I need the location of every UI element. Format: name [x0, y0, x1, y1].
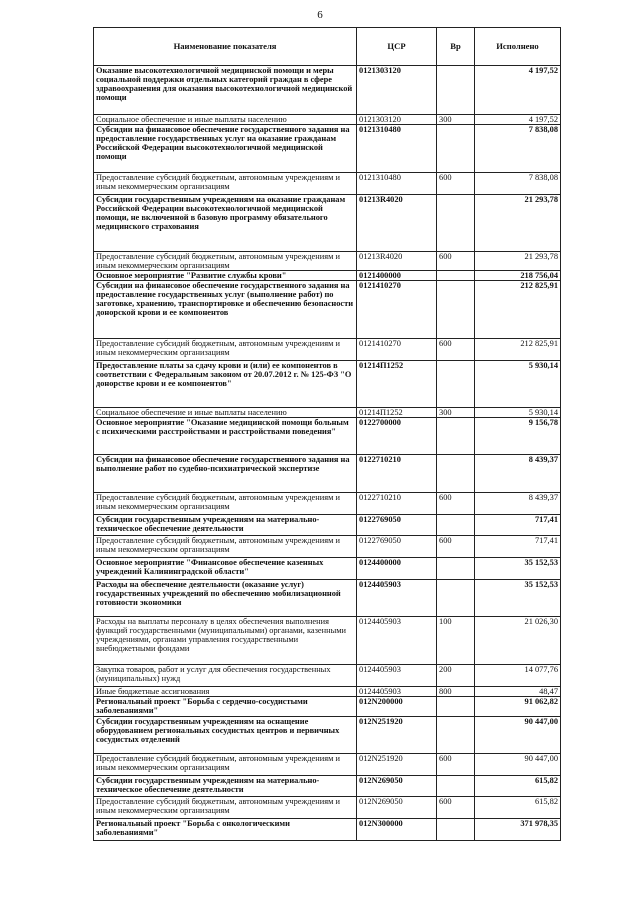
- executed-amount-cell: 35 152,53: [475, 558, 561, 580]
- table-row: [94, 515, 561, 536]
- indicator-name-cell: Субсидии государственным учреждениям на материально-техническое обеспечение деятельности: [94, 776, 357, 797]
- executed-amount-cell: 9 156,78: [475, 418, 561, 455]
- csr-code-cell: 0121310480: [357, 125, 437, 173]
- vr-code-cell: [437, 125, 475, 173]
- table-row: [94, 797, 561, 819]
- executed-amount-cell: 8 439,37: [475, 493, 561, 515]
- executed-amount-cell: 91 062,82: [475, 697, 561, 717]
- table-row: [94, 697, 561, 717]
- executed-amount-cell: 371 978,35: [475, 819, 561, 841]
- executed-amount-cell: 218 756,04: [475, 271, 561, 281]
- vr-code-cell: 600: [437, 797, 475, 819]
- vr-code-cell: [437, 776, 475, 797]
- table-body: [94, 66, 561, 841]
- vr-code-cell: [437, 515, 475, 536]
- indicator-name-cell: Закупка товаров, работ и услуг для обеспечения государственных (муниципальных) нужд: [94, 665, 357, 687]
- csr-code-cell: 01214П1252: [357, 361, 437, 408]
- executed-amount-cell: 7 838,08: [475, 125, 561, 173]
- table-row: [94, 754, 561, 776]
- indicator-name-cell: Социальное обеспечение и иные выплаты населению: [94, 115, 357, 125]
- csr-code-cell: 0121400000: [357, 271, 437, 281]
- table-row: [94, 173, 561, 195]
- indicator-name-cell: Субсидии государственным учреждениям на оказание гражданам Российской Федерации высокотехнологичной медицинской помощи, не включенной в базовую программу обязательного медицинского страхования: [94, 195, 357, 252]
- table-row: [94, 617, 561, 665]
- table-row: [94, 558, 561, 580]
- indicator-name-cell: Предоставление субсидий бюджетным, автономным учреждениям и иным некоммерческим организациям: [94, 173, 357, 195]
- page-number: 6: [317, 9, 323, 21]
- executed-amount-cell: 4 197,52: [475, 66, 561, 115]
- vr-code-cell: [437, 195, 475, 252]
- table-row: [94, 455, 561, 493]
- vr-code-cell: 600: [437, 252, 475, 271]
- csr-code-cell: 0121410270: [357, 339, 437, 361]
- csr-code-cell: 0124400000: [357, 558, 437, 580]
- indicator-name-cell: Иные бюджетные ассигнования: [94, 687, 357, 697]
- table-row: [94, 580, 561, 617]
- indicator-name-cell: Субсидии государственным учреждениям на оснащение оборудованием региональных сосудистых центров и первичных сосудистых отделений: [94, 717, 357, 754]
- vr-code-cell: [437, 66, 475, 115]
- indicator-name-cell: Социальное обеспечение и иные выплаты населению: [94, 408, 357, 418]
- csr-code-cell: 0122710210: [357, 493, 437, 515]
- indicator-name-cell: Расходы на выплаты персоналу в целях обеспечения выполнения функций государственными (муниципальными) органами, казенными учреждениями, органами управления государственными внебюджетными фондами: [94, 617, 357, 665]
- vr-code-cell: [437, 418, 475, 455]
- vr-code-cell: 600: [437, 173, 475, 195]
- csr-code-cell: 012N269050: [357, 797, 437, 819]
- vr-code-cell: 600: [437, 493, 475, 515]
- indicator-name-cell: Субсидии государственным учреждениям на материально-техническое обеспечение деятельности: [94, 515, 357, 536]
- indicator-name-cell: Основное мероприятие "Оказание медицинской помощи больным с психическими расстройствами и расстройствами поведения": [94, 418, 357, 455]
- indicator-name-cell: Субсидии на финансовое обеспечение государственного задания на выполнение работ по судебно-психиатрической экспертизе: [94, 455, 357, 493]
- table-row: [94, 66, 561, 115]
- table-row: [94, 665, 561, 687]
- indicator-name-cell: Субсидии на финансовое обеспечение государственного задания на предоставление государственных услуг на оказание гражданам Российской Федерации высокотехнологичной медицинской помощи: [94, 125, 357, 173]
- csr-code-cell: 012N269050: [357, 776, 437, 797]
- executed-amount-cell: 90 447,00: [475, 754, 561, 776]
- vr-code-cell: [437, 697, 475, 717]
- header-csr: ЦСР: [357, 28, 437, 66]
- csr-code-cell: 0124405903: [357, 687, 437, 697]
- table-row: [94, 339, 561, 361]
- csr-code-cell: 01213R4020: [357, 252, 437, 271]
- table-row: [94, 418, 561, 455]
- csr-code-cell: 0124405903: [357, 580, 437, 617]
- table-row: [94, 281, 561, 339]
- table-row: [94, 717, 561, 754]
- executed-amount-cell: 5 930,14: [475, 408, 561, 418]
- executed-amount-cell: 212 825,91: [475, 281, 561, 339]
- table-header-row: [94, 28, 561, 66]
- executed-amount-cell: 90 447,00: [475, 717, 561, 754]
- csr-code-cell: 0124405903: [357, 665, 437, 687]
- budget-execution-table: [93, 27, 561, 841]
- vr-code-cell: 600: [437, 536, 475, 558]
- table-row: [94, 536, 561, 558]
- csr-code-cell: 0121310480: [357, 173, 437, 195]
- csr-code-cell: 0122769050: [357, 515, 437, 536]
- vr-code-cell: [437, 361, 475, 408]
- csr-code-cell: 012N200000: [357, 697, 437, 717]
- csr-code-cell: 012N251920: [357, 754, 437, 776]
- indicator-name-cell: Предоставление платы за сдачу крови и (или) ее компонентов в соответствии с Федеральным законом от 20.07.2012 г. № 125-ФЗ "О донорстве крови и ее компонентов": [94, 361, 357, 408]
- executed-amount-cell: 615,82: [475, 776, 561, 797]
- table-row: [94, 195, 561, 252]
- table-row: [94, 819, 561, 841]
- vr-code-cell: 600: [437, 754, 475, 776]
- executed-amount-cell: 21 293,78: [475, 252, 561, 271]
- csr-code-cell: 01214П1252: [357, 408, 437, 418]
- vr-code-cell: [437, 271, 475, 281]
- table-row: [94, 115, 561, 125]
- indicator-name-cell: Основное мероприятие "Развитие службы крови": [94, 271, 357, 281]
- indicator-name-cell: Расходы на обеспечение деятельности (оказание услуг) государственных учреждений по обеспечению мобилизационной готовности экономики: [94, 580, 357, 617]
- vr-code-cell: 200: [437, 665, 475, 687]
- vr-code-cell: [437, 558, 475, 580]
- table-row: [94, 493, 561, 515]
- executed-amount-cell: 14 077,76: [475, 665, 561, 687]
- executed-amount-cell: 717,41: [475, 515, 561, 536]
- header-executed: Исполнено: [475, 28, 561, 66]
- executed-amount-cell: 7 838,08: [475, 173, 561, 195]
- csr-code-cell: 0124405903: [357, 617, 437, 665]
- table-row: [94, 408, 561, 418]
- executed-amount-cell: 615,82: [475, 797, 561, 819]
- csr-code-cell: 012N300000: [357, 819, 437, 841]
- indicator-name-cell: Основное мероприятие "Финансовое обеспечение казенных учреждений Калининградской области": [94, 558, 357, 580]
- csr-code-cell: 012N251920: [357, 717, 437, 754]
- indicator-name-cell: Предоставление субсидий бюджетным, автономным учреждениям и иным некоммерческим организациям: [94, 797, 357, 819]
- indicator-name-cell: Региональный проект "Борьба с сердечно-сосудистыми заболеваниями": [94, 697, 357, 717]
- indicator-name-cell: Субсидии на финансовое обеспечение государственного задания на предоставление государственных услуг (выполнение работ) по заготовке, хранению, транспортировке и обеспечению безопасности донорской крови и ее компонентов: [94, 281, 357, 339]
- header-indicator-name: Наименование показателя: [94, 28, 357, 66]
- executed-amount-cell: 4 197,52: [475, 115, 561, 125]
- vr-code-cell: [437, 819, 475, 841]
- vr-code-cell: 100: [437, 617, 475, 665]
- indicator-name-cell: Предоставление субсидий бюджетным, автономным учреждениям и иным некоммерческим организациям: [94, 493, 357, 515]
- csr-code-cell: 0122769050: [357, 536, 437, 558]
- table-row: [94, 776, 561, 797]
- vr-code-cell: [437, 281, 475, 339]
- csr-code-cell: 0121303120: [357, 66, 437, 115]
- table-row: [94, 361, 561, 408]
- vr-code-cell: [437, 455, 475, 493]
- indicator-name-cell: Предоставление субсидий бюджетным, автономным учреждениям и иным некоммерческим организациям: [94, 536, 357, 558]
- indicator-name-cell: Предоставление субсидий бюджетным, автономным учреждениям и иным некоммерческим организациям: [94, 339, 357, 361]
- vr-code-cell: 300: [437, 115, 475, 125]
- vr-code-cell: 600: [437, 339, 475, 361]
- executed-amount-cell: 8 439,37: [475, 455, 561, 493]
- table-row: [94, 252, 561, 271]
- table-row: [94, 271, 561, 281]
- vr-code-cell: [437, 580, 475, 617]
- table-row: [94, 687, 561, 697]
- vr-code-cell: 800: [437, 687, 475, 697]
- header-vr: Вр: [437, 28, 475, 66]
- executed-amount-cell: 5 930,14: [475, 361, 561, 408]
- executed-amount-cell: 48,47: [475, 687, 561, 697]
- executed-amount-cell: 35 152,53: [475, 580, 561, 617]
- vr-code-cell: 300: [437, 408, 475, 418]
- executed-amount-cell: 212 825,91: [475, 339, 561, 361]
- indicator-name-cell: Региональный проект "Борьба с онкологическими заболеваниями": [94, 819, 357, 841]
- indicator-name-cell: Предоставление субсидий бюджетным, автономным учреждениям и иным некоммерческим организациям: [94, 252, 357, 271]
- indicator-name-cell: Оказание высокотехнологичной медицинской помощи и меры социальной поддержки отдельных категорий граждан в сфере здравоохранения для оказания высокотехнологичной медицинской помощи: [94, 66, 357, 115]
- csr-code-cell: 0122700000: [357, 418, 437, 455]
- csr-code-cell: 0122710210: [357, 455, 437, 493]
- csr-code-cell: 01213R4020: [357, 195, 437, 252]
- executed-amount-cell: 717,41: [475, 536, 561, 558]
- csr-code-cell: 0121410270: [357, 281, 437, 339]
- csr-code-cell: 0121303120: [357, 115, 437, 125]
- table-row: [94, 125, 561, 173]
- indicator-name-cell: Предоставление субсидий бюджетным, автономным учреждениям и иным некоммерческим организациям: [94, 754, 357, 776]
- executed-amount-cell: 21 026,30: [475, 617, 561, 665]
- vr-code-cell: [437, 717, 475, 754]
- executed-amount-cell: 21 293,78: [475, 195, 561, 252]
